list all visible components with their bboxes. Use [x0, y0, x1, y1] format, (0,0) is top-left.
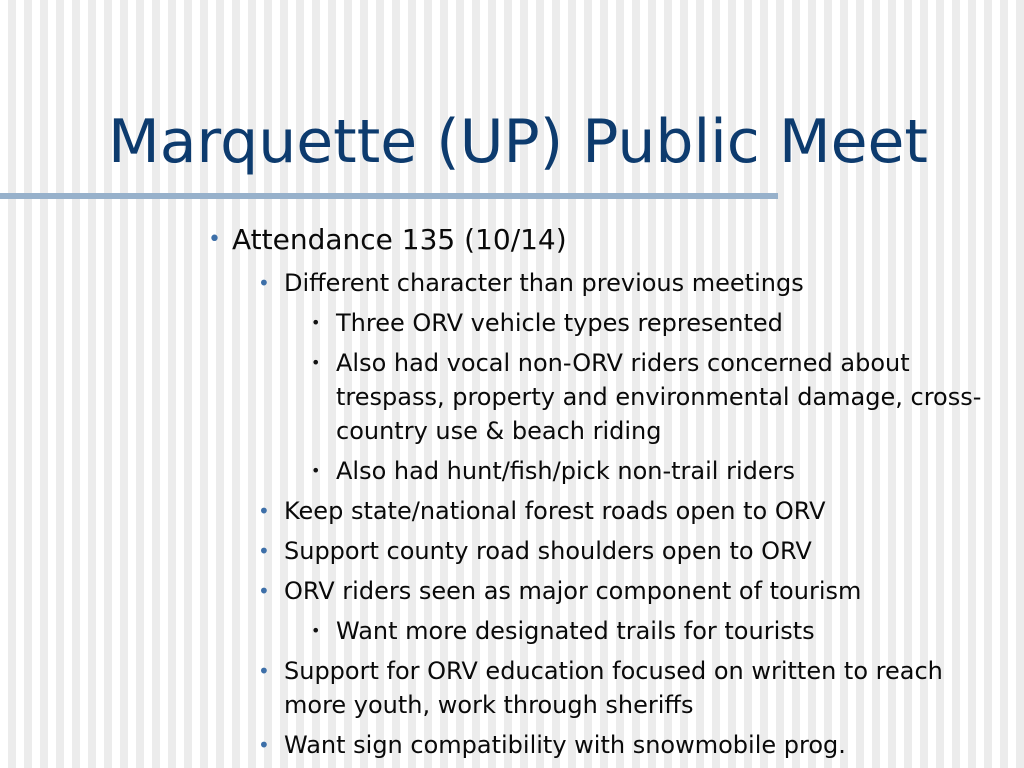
bullet-item: [208, 454, 1008, 488]
bullet-marker: •: [258, 271, 270, 295]
bullet-marker: •: [258, 659, 270, 683]
bullet-marker: •: [311, 313, 321, 332]
bullet-item: [208, 614, 1008, 648]
title-underline: [0, 193, 778, 199]
bullet-text: Attendance 135 (10/14): [232, 223, 567, 256]
bullet-text: Also had hunt/fish/pick non-trail riders: [336, 457, 795, 485]
bullet-text: Different character than previous meetings: [284, 269, 804, 297]
bullet-text: Want more designated trails for tourists: [336, 617, 815, 645]
bullet-text: Also had vocal non-ORV riders concerned about trespass, property and environmental damage, cross-country use & beach riding: [336, 349, 982, 445]
bullet-marker: •: [311, 461, 321, 480]
bullet-marker: •: [258, 539, 270, 563]
bullet-item: [208, 346, 1008, 448]
bullet-list: [208, 220, 1008, 762]
bullet-text: ORV riders seen as major component of tourism: [284, 577, 862, 605]
bullet-item: [208, 494, 1008, 528]
bullet-text: Want sign compatibility with snowmobile prog.: [284, 731, 846, 759]
bullet-text: Three ORV vehicle types represented: [336, 309, 783, 337]
bullet-marker: •: [208, 227, 221, 252]
bullet-item: [208, 306, 1008, 340]
bullet-item: [208, 220, 1008, 260]
bullet-item: [208, 574, 1008, 608]
bullet-marker: •: [258, 579, 270, 603]
bullet-item: [208, 654, 1008, 722]
bullet-marker: •: [311, 621, 321, 640]
bullet-marker: •: [311, 353, 321, 372]
bullet-item: [208, 534, 1008, 568]
bullet-text: Keep state/national forest roads open to ORV: [284, 497, 826, 525]
bullet-text: Support county road shoulders open to ORV: [284, 537, 812, 565]
bullet-item: [208, 728, 1008, 762]
bullet-marker: •: [258, 733, 270, 757]
bullet-text: Support for ORV education focused on written to reach more youth, work through sheriffs: [284, 657, 943, 719]
bullet-item: [208, 266, 1008, 300]
slide-title: Marquette (UP) Public Meet: [108, 107, 928, 177]
bullet-marker: •: [258, 499, 270, 523]
